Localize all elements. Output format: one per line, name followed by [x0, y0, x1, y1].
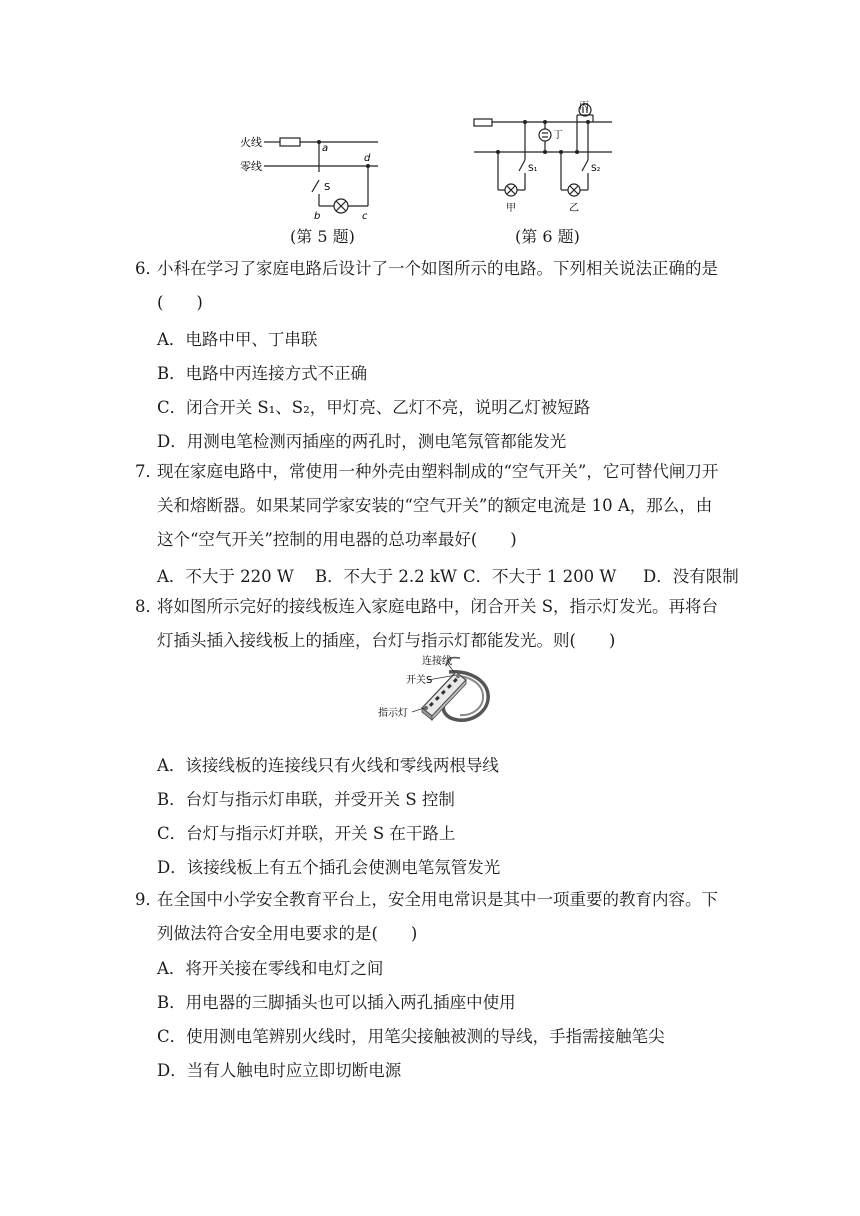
figure-6-caption: (第 6 题): [515, 227, 580, 246]
figure-5-circuit: [236, 128, 386, 223]
fig5-live-label: 火线: [240, 136, 262, 149]
question-8-option-b: B．台灯与指示灯串联，并受开关 S 控制: [157, 790, 455, 809]
question-6-option-d: D．用测电笔检测丙插座的两孔时，测电笔氖管都能发光: [157, 432, 567, 451]
question-6-option-a: A．电路中甲、丁串联: [157, 330, 318, 349]
fig6-ding-label: 丁: [553, 130, 563, 141]
fig6-s1-label: S₁: [528, 164, 538, 174]
question-stem-line: 在全国中小学安全教育平台上，安全用电常识是其中一项重要的教育内容。下: [157, 890, 718, 909]
figure-5-caption: (第 5 题): [290, 227, 355, 246]
question-6-option-c: C．闭合开关 S₁、S₂，甲灯亮、乙灯不亮，说明乙灯被短路: [157, 398, 591, 417]
fuse-icon: [280, 138, 300, 146]
question-7-option-b: B．不大于 2.2 kW: [315, 567, 457, 586]
question-9-option-d: D．当有人触电时应立即切断电源: [157, 1061, 402, 1080]
question-7-option-d: D．没有限制: [643, 567, 739, 586]
figure-8-power-strip: [374, 650, 504, 732]
fig5-switch-label: S: [324, 182, 331, 193]
question-number: 7．: [135, 462, 162, 481]
fig5-point-a: a: [322, 143, 329, 154]
fig8-wire-label: 连接线: [422, 656, 452, 667]
question-number: 9．: [135, 890, 162, 909]
question-8-option-a: A．该接线板的连接线只有火线和零线两根导线: [157, 756, 499, 775]
fig6-s2-label: S₂: [591, 164, 601, 174]
fig6-yi-label: 乙: [569, 203, 579, 214]
fuse-icon: [474, 119, 492, 126]
question-9-option-c: C．使用测电笔辨别火线时，用笔尖接触被测的导线，手指需接触笔尖: [157, 1027, 665, 1046]
fig8-switch-label: 开关S: [406, 675, 433, 686]
question-8-option-d: D．该接线板上有五个插孔会使测电笔氖管发光: [157, 858, 501, 877]
switch-icon: [582, 160, 588, 171]
question-9-option-a: A．将开关接在零线和电灯之间: [157, 959, 384, 978]
fig5-point-c: c: [362, 211, 368, 222]
question-stem-line: 列做法符合安全用电要求的是( ): [157, 924, 418, 943]
question-stem-line: ( ): [157, 293, 203, 312]
question-7-options: [157, 563, 739, 587]
fig5-neutral-label: 零线: [240, 160, 262, 173]
question-stem-line: 灯插头插入接线板上的插座，台灯与指示灯都能发光。则( ): [157, 631, 616, 650]
question-7-option-a: A．不大于 220 W: [157, 567, 294, 586]
fig8-light-label: 指示灯: [378, 708, 408, 719]
question-number: 6．: [135, 259, 162, 278]
question-number: 8．: [135, 597, 162, 616]
question-stem-line: 现在家庭电路中，常使用一种外壳由塑料制成的“空气开关”，它可替代闸刀开: [157, 462, 719, 481]
switch-icon: [312, 180, 319, 192]
question-stem-line: 这个“空气开关”控制的用电器的总功率最好( ): [157, 530, 517, 549]
question-6-option-b: B．电路中丙连接方式不正确: [157, 364, 368, 383]
socket-icon: [539, 129, 551, 141]
question-7-stem: [135, 455, 745, 557]
question-8-stem: [135, 590, 745, 658]
fig5-point-d: d: [364, 153, 371, 164]
question-stem-line: 小科在学习了家庭电路后设计了一个如图所示的电路。下列相关说法正确的是: [157, 259, 718, 278]
question-8-option-c: C．台灯与指示灯并联，开关 S 在干路上: [157, 824, 456, 843]
question-stem-line: 将如图所示完好的接线板连入家庭电路中，闭合开关 S，指示灯发光。再将台: [157, 597, 719, 616]
question-7-option-c: C．不大于 1 200 W: [463, 567, 617, 586]
fig6-jia-label: 甲: [506, 203, 516, 214]
fig5-point-b: b: [314, 211, 321, 222]
fig6-bing-label: 丙: [579, 101, 589, 112]
question-6-stem: [135, 252, 745, 320]
question-9-stem: [135, 883, 745, 951]
question-9-option-b: B．用电器的三脚插头也可以插入两孔插座中使用: [157, 993, 516, 1012]
switch-icon: [519, 160, 525, 171]
figure-6-circuit: [470, 100, 620, 220]
question-stem-line: 关和熔断器。如果某同学家安装的“空气开关”的额定电流是 10 A，那么，由: [157, 496, 713, 515]
